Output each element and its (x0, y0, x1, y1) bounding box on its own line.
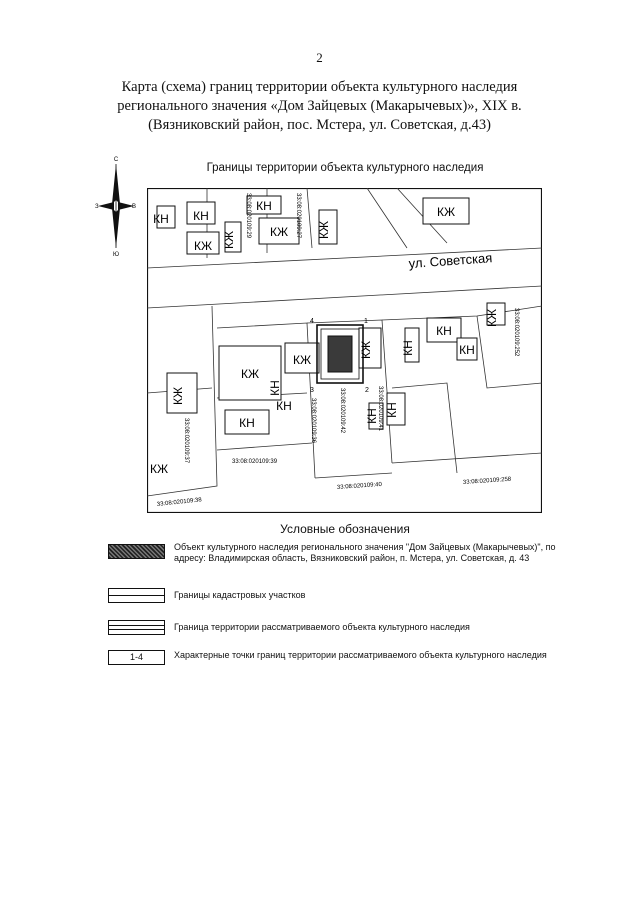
map-caption: Границы территории объекта культурного наследия (206, 162, 484, 174)
building-code: КЖ (292, 353, 312, 367)
building-code: КН (153, 212, 169, 226)
building-code: КЖ (222, 230, 236, 250)
legend-text: Объект культурного наследия регионального значения "Дом Зайцевых (Макарычевых)", по адресу: Владимирская область, Вязниковский район, п. Мстера, ул. Советская, д. 43 (174, 542, 556, 563)
street-label: ул. Советская (408, 250, 493, 271)
building-code: КЖ (149, 462, 169, 476)
title-line-2: регионального значения «Дом Зайцевых (Макарычевых)», XIX в. (117, 98, 522, 114)
compass-north-label: С (113, 157, 119, 163)
compass-rose (94, 154, 138, 258)
building-code: КЖ (359, 340, 373, 360)
cadastral-number: 33:08:020109:42 (339, 388, 345, 434)
page-number: 2 (316, 50, 323, 65)
title-line-3: (Вязниковский район, пос. Мстера, ул. Советская, д.43) (148, 117, 491, 133)
building-code: КН (276, 399, 292, 413)
point-label: 4 (310, 318, 314, 325)
point-label: 2 (365, 387, 369, 394)
cadastral-number: 33:08:020109:40 (336, 481, 383, 491)
building-code: КН (365, 408, 379, 424)
building-code: КЖ (485, 308, 499, 328)
legend-swatch-hatched (108, 544, 165, 559)
building-code: КЖ (269, 225, 289, 239)
cadastral-number: 33:08:020109:258 (462, 476, 512, 486)
point-label: 1 (364, 318, 368, 325)
document-title (60, 78, 579, 135)
building-code: КН (401, 340, 415, 356)
building-code: КЖ (436, 205, 456, 219)
building-code: КН (459, 343, 475, 357)
compass-south-label: Ю (112, 252, 120, 258)
cadastral-map (147, 188, 542, 513)
legend-text: Граница территории рассматриваемого объекта культурного наследия (174, 622, 470, 632)
legend-swatch-points: 1-4 (108, 650, 165, 665)
compass-east-label: В (132, 204, 137, 210)
building-code: КН (385, 402, 399, 418)
building-code: КЖ (193, 239, 213, 253)
building-code: КЖ (171, 386, 185, 406)
compass-west-label: З (95, 204, 99, 210)
legend-text: Характерные точки границ территории рассматриваемого объекта культурного наследия (174, 650, 547, 660)
legend-swatch-double-line (108, 620, 165, 635)
cadastral-number: 33:08:020109:36 (310, 398, 316, 444)
title-line-1: Карта (схема) границ территории объекта культурного наследия (121, 79, 518, 95)
building-code: КН (268, 380, 282, 396)
building-code: КЖ (240, 367, 260, 381)
point-label: 3 (310, 387, 314, 394)
building-code: КН (193, 209, 209, 223)
cadastral-number: 33:08:020109:37 (183, 418, 189, 464)
legend-swatch-line (108, 588, 165, 603)
legend-text: Границы кадастровых участков (174, 590, 306, 600)
building-code: КН (256, 199, 272, 213)
building-code: КН (239, 416, 255, 430)
legend-title: Условные обозначения (280, 522, 410, 536)
cadastral-number: 33:08:020109:29 (245, 193, 251, 239)
cadastral-number: 33:08:020109:252 (513, 308, 519, 357)
cadastral-number: 33:08:020109:38 (156, 497, 203, 508)
cadastral-number: 33:08:020109:41 (377, 386, 383, 432)
building-code: КЖ (317, 220, 331, 240)
cadastral-number: 33:08:020109:39 (232, 459, 278, 465)
cadastral-number: 33:08:020109:27 (295, 193, 301, 239)
building-code: КН (436, 324, 452, 338)
